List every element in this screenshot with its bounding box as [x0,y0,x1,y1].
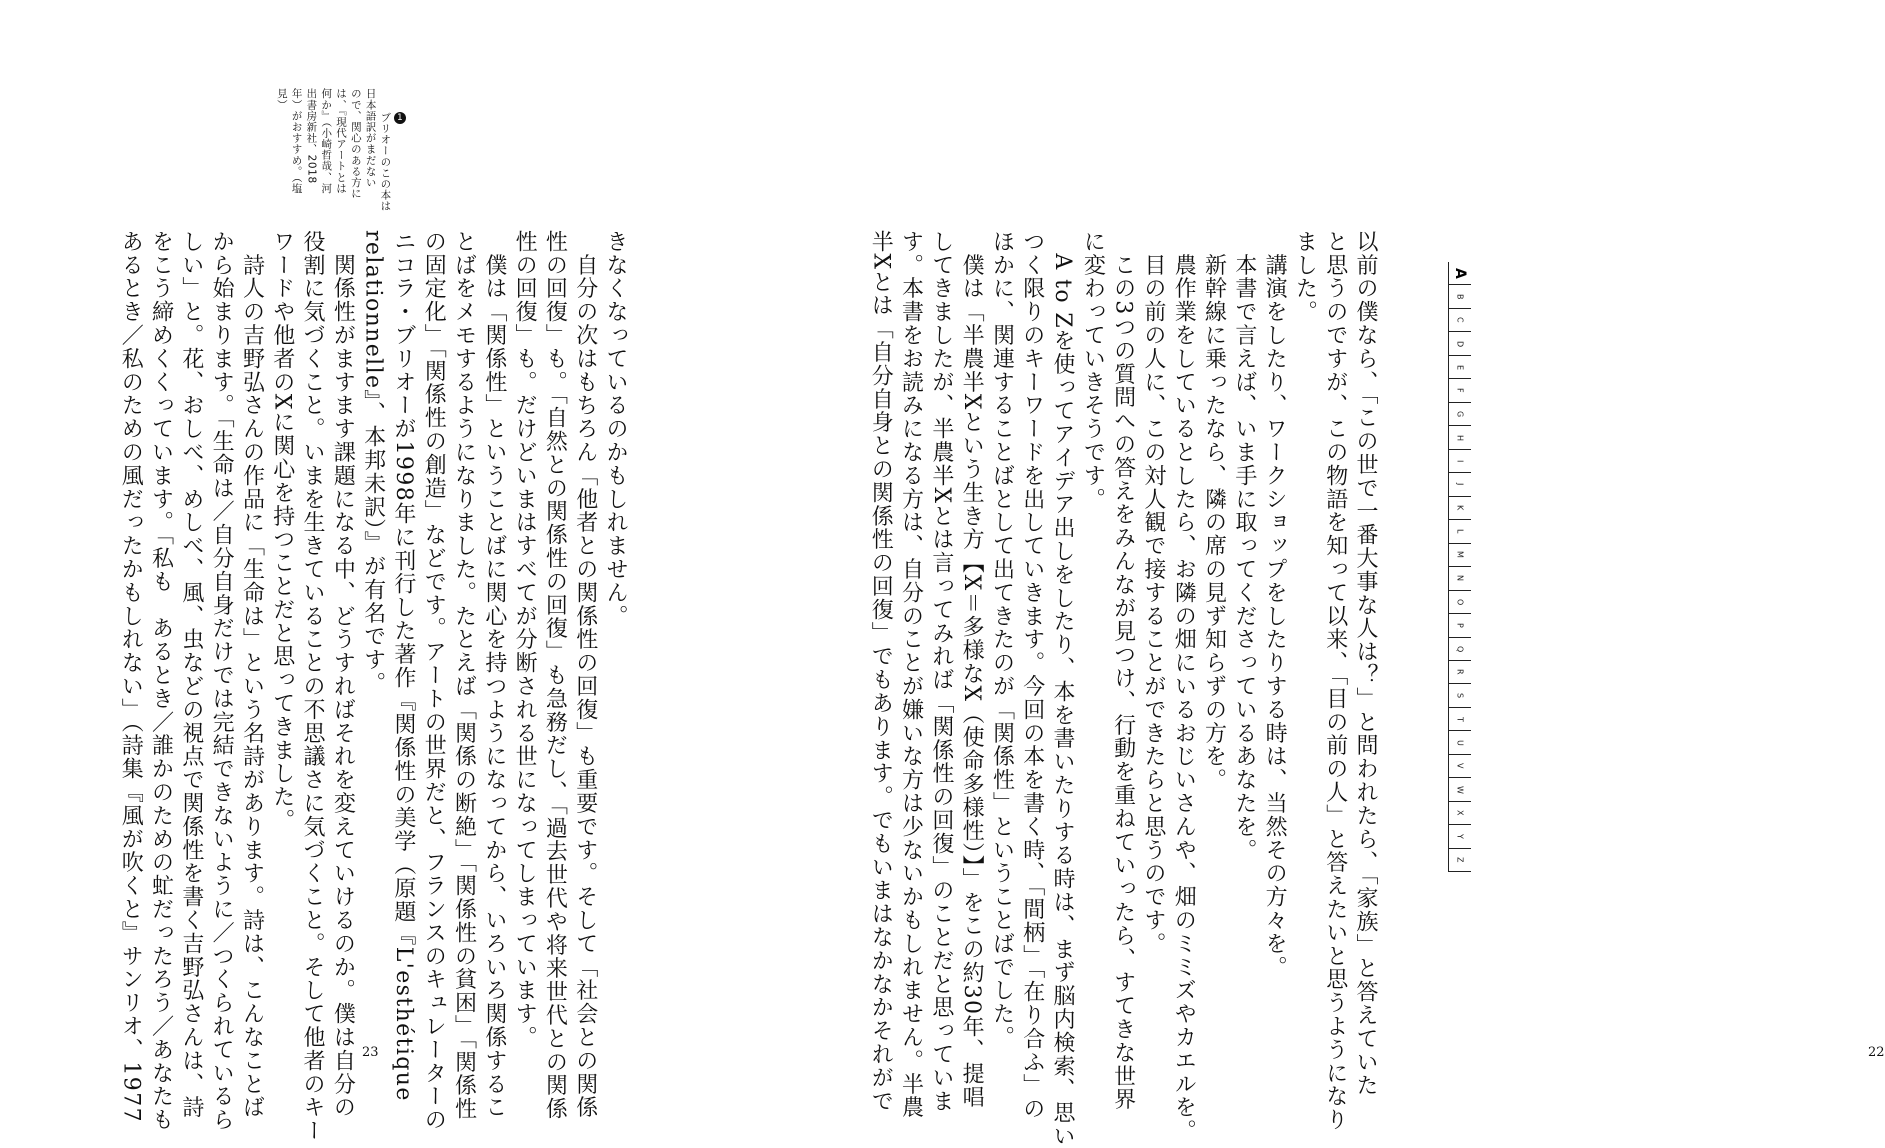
text-line: に変わっていきそうです。 [1080,230,1106,511]
text-line: 農作業をしているとしたら、お隣の畑にいるおじいさんや、畑のミミズやカエルを。 [1171,230,1197,1143]
text-line: relationnelle』、本邦未訳）』が有名です。 [360,230,386,696]
text-line: 性の回復」も。だけどいまはすべてが分断される世になってしまっています。 [512,230,538,1049]
text-line: 半Xとは「自分自身との関係性の回復」でもあります。でもいまはなかなかそれがで [868,230,894,1113]
left-page [0,0,750,1143]
sidenote-line: 何か』（小崎哲哉、河 [320,88,333,194]
text-line: 以前の僕なら、「この世で一番大事な人は？」と問われたら、「家族」と答えていた [1353,230,1378,1098]
sidenote-line: 出書房新社、2018 [305,88,318,184]
text-line: 自分の次はもちろん「他者との関係性の回復」も重要です。そして「社会との関係 [572,230,598,1120]
alpha-index-e: E [1449,356,1471,379]
text-line: この3つの質問への答えをみんなが見つけ、行動を重ねていったら、すてきな世界 [1110,230,1136,1112]
text-line: と思うのですが、この物語を知って以来、「目の前の人」と答えたいと思うようになり [1322,230,1348,1132]
alpha-index-x: X [1449,802,1471,825]
text-line: 役割に気づくこと。いまを生きていることの不思議さに気づくこと。そして他者のキー [300,230,326,1143]
text-line: 関係性がますます課題になる中、どうすればそれを変えていけるのか。僕は自分の [330,230,356,1120]
sidenote-line: 年）がおすすめ。（塩 [290,88,303,194]
text-line: 目の前の人に、この対人観で接することができたらと思うのです。 [1140,230,1166,956]
text-line: 新幹線に乗ったなら、隣の席の見ず知らずの方を。 [1201,230,1227,792]
alpha-index-f: F [1449,379,1471,402]
text-line: から始まります。「生命は／自分自身だけでは完結できないように／つくられているら [209,230,235,1132]
alpha-index-l: L [1449,520,1471,543]
text-line: 性の回復」も。「自然との関係性の回復」も急務だし、「過去世代や将来世代との関係 [542,230,568,1121]
alpha-index-a: A [1449,262,1471,285]
alpha-index-i: I [1449,450,1471,473]
alpha-index-z: Z [1449,849,1471,872]
alpha-index-y: Y [1449,825,1471,848]
alpha-index-o: O [1449,591,1471,614]
sidenote-text [276,88,392,212]
page-number-right: 22 [1868,1045,1885,1060]
sidenote [275,88,422,218]
alpha-index-d: D [1449,332,1471,355]
text-line: 講演をしたり、ワークショップをしたりする時は、当然その方々を。 [1262,230,1288,979]
text-line: ニコラ・ブリオーが1998年に刊行した著作『関係性の美学（原題『L'esthétique [390,230,416,1102]
text-line: 僕は「関係性」ということばに関心を持つようになってから、いろいろ関係するこ [481,230,507,1120]
alpha-index-k: K [1449,497,1471,520]
text-line: しい」と。花、おしべ、めしべ、風、虫などの視点で関係性を書く吉野弘さんは、詩 [178,230,204,1120]
alpha-index-j: J [1449,473,1471,496]
alpha-index-h: H [1449,426,1471,449]
text-line: つく限りのキーワードを出していきます。今回の本を書く時、「間柄」「在り合ふ」の [1019,230,1045,1121]
alpha-index-b: B [1449,285,1471,308]
sidenote-marker: 1 [394,112,406,124]
text-line: ワードや他者のXに関心を持つことだと思ってきました。 [269,230,295,833]
alpha-index-u: U [1449,731,1471,754]
alpha-index-n: N [1449,567,1471,590]
alpha-index-r: R [1449,661,1471,684]
sidenote-line: 日本語訳がまだない [364,88,377,188]
alpha-index-v: V [1449,755,1471,778]
alpha-index-c: C [1449,309,1471,332]
text-line: ました。 [1292,230,1318,324]
text-line: をこう締めくくっています。「私も あるとき／誰かのための虻だったろう／あなたも [148,230,174,1132]
text-line: A to Zを使ってアイデア出しをしたり、本を書いたりする時は、まず脳内検索、思い [1050,230,1076,1148]
alpha-index-t: T [1449,708,1471,731]
text-line: す。本書をお読みになる方は、自分のことが嫌いな方は少ないかもしれません。半農 [898,230,924,1120]
text-line: 本書で言えば、いま手に取ってくださっているあなたを。 [1231,230,1257,862]
right-page-body-text [860,230,1380,1148]
right-page [750,0,1885,1148]
sidenote-line: は、『現代アートとは [335,88,348,194]
alphabet-index-tab [1448,262,1471,872]
text-line: してきましたが、半農半Xとは言ってみれば「関係性の回復」のことだと思っていま [928,230,954,1113]
page-number-left: 23 [362,1045,379,1060]
text-line: あるとき／私のための風だったかもしれない」（詩集『風が吹くと』サンリオ、1977 [118,230,144,1123]
alpha-index-q: Q [1449,638,1471,661]
text-line: 詩人の吉野弘さんの作品に「生命は」という名詩があります。詩は、こんなことば [239,230,265,1120]
text-line: 僕は「半農半Xという生き方【X＝多様なX（使命多様性）】」をこの約30年、提唱 [959,230,985,1109]
alpha-index-s: S [1449,684,1471,707]
sidenote-line: ので、関心のある方に [349,88,362,199]
alpha-index-w: W [1449,778,1471,801]
alpha-index-m: M [1449,544,1471,567]
alpha-index-p: P [1449,614,1471,637]
text-line: ほかに、関連することばとして出てきたのが「関係性」ということばでした。 [989,230,1015,1049]
sidenote-line: 見） [275,88,288,111]
text-line: きなくなっているのかもしれません。 [603,230,628,628]
sidenote-line: ブリオーのこの本は [379,111,392,212]
text-line: とばをメモするようになりました。たとえば「関係の断絶」「関係性の貧困」「関係性 [451,230,477,1121]
alpha-index-g: G [1449,403,1471,426]
text-line: の固定化」「関係性の創造」などです。アートの世界だと、フランスのキュレーターの [421,230,447,1132]
